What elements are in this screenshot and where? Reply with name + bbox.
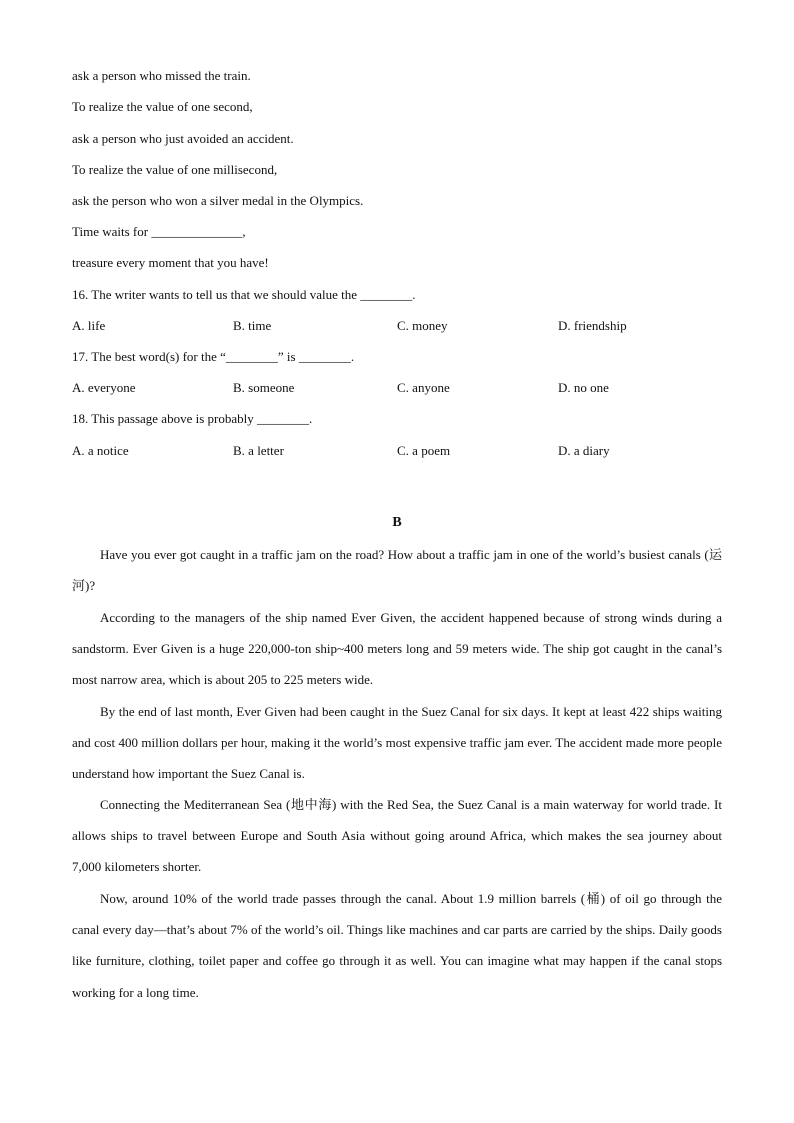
question-17-option-c: C. anyone — [397, 380, 450, 395]
section-heading: B — [392, 515, 402, 530]
question-16-option-b: B. time — [233, 318, 272, 333]
poem-line: To realize the value of one millisecond, — [72, 162, 278, 177]
question-16-option-d: D. friendship — [558, 318, 627, 333]
question-17-option-d: D. no one — [558, 380, 609, 395]
poem-line: ask a person who missed the train. — [72, 68, 251, 83]
passage-paragraph: Connecting the Mediterranean Sea (地中海) with the Red Sea, the Suez Canal is a main waterway for world trade. It allows ships to travel between Europe and South Asia without going around Africa, which makes the sea journey about 7,000 kilometers shorter. — [72, 797, 722, 875]
passage-paragraph: According to the managers of the ship named Ever Given, the accident happened because of strong winds during a sandstorm. Ever Given is a huge 220,000-ton ship~400 meters long and 59 meters wide. The ship got caught in the canal’s most narrow area, which is about 205 to 225 meters wide. — [72, 610, 722, 688]
poem-line: To realize the value of one second, — [72, 99, 253, 114]
question-18-option-a: A. a notice — [72, 443, 129, 458]
question-18-stem: 18. This passage above is probably ________. — [72, 411, 313, 426]
question-16-option-a: A. life — [72, 318, 106, 333]
poem-line: ask the person who won a silver medal in the Olympics. — [72, 193, 364, 208]
passage-paragraph: Now, around 10% of the world trade passes through the canal. About 1.9 million barrels (桶) of oil go through the canal every day—that’s about 7% of the world’s oil. Things like machines and car parts are carried by the ships. Daily goods like furniture, clothing, toilet paper and coffee go through it as well. You can imagine what may happen if the canal stops working for a long time. — [72, 891, 722, 1000]
question-17-option-b: B. someone — [233, 380, 295, 395]
question-17-option-a: A. everyone — [72, 380, 136, 395]
question-17-stem: 17. The best word(s) for the “________” is ________. — [72, 349, 355, 364]
poem-line: Time waits for ______________, — [72, 224, 246, 239]
question-18-option-b: B. a letter — [233, 443, 284, 458]
poem-line: ask a person who just avoided an accident. — [72, 131, 294, 146]
passage-paragraph: Have you ever got caught in a traffic jam on the road? How about a traffic jam in one of the world’s busiest canals (运河)? — [72, 547, 722, 594]
passage-paragraph: By the end of last month, Ever Given had been caught in the Suez Canal for six days. It kept at least 422 ships waiting and cost 400 million dollars per hour, making it the world’s most expensive traffic jam ever. The accident made more people understand how important the Suez Canal is. — [72, 704, 722, 782]
question-18-option-d: D. a diary — [558, 443, 610, 458]
poem-line: treasure every moment that you have! — [72, 255, 269, 270]
question-16-option-c: C. money — [397, 318, 448, 333]
question-18-option-c: C. a poem — [397, 443, 451, 458]
question-16-stem: 16. The writer wants to tell us that we should value the ________. — [72, 287, 416, 302]
